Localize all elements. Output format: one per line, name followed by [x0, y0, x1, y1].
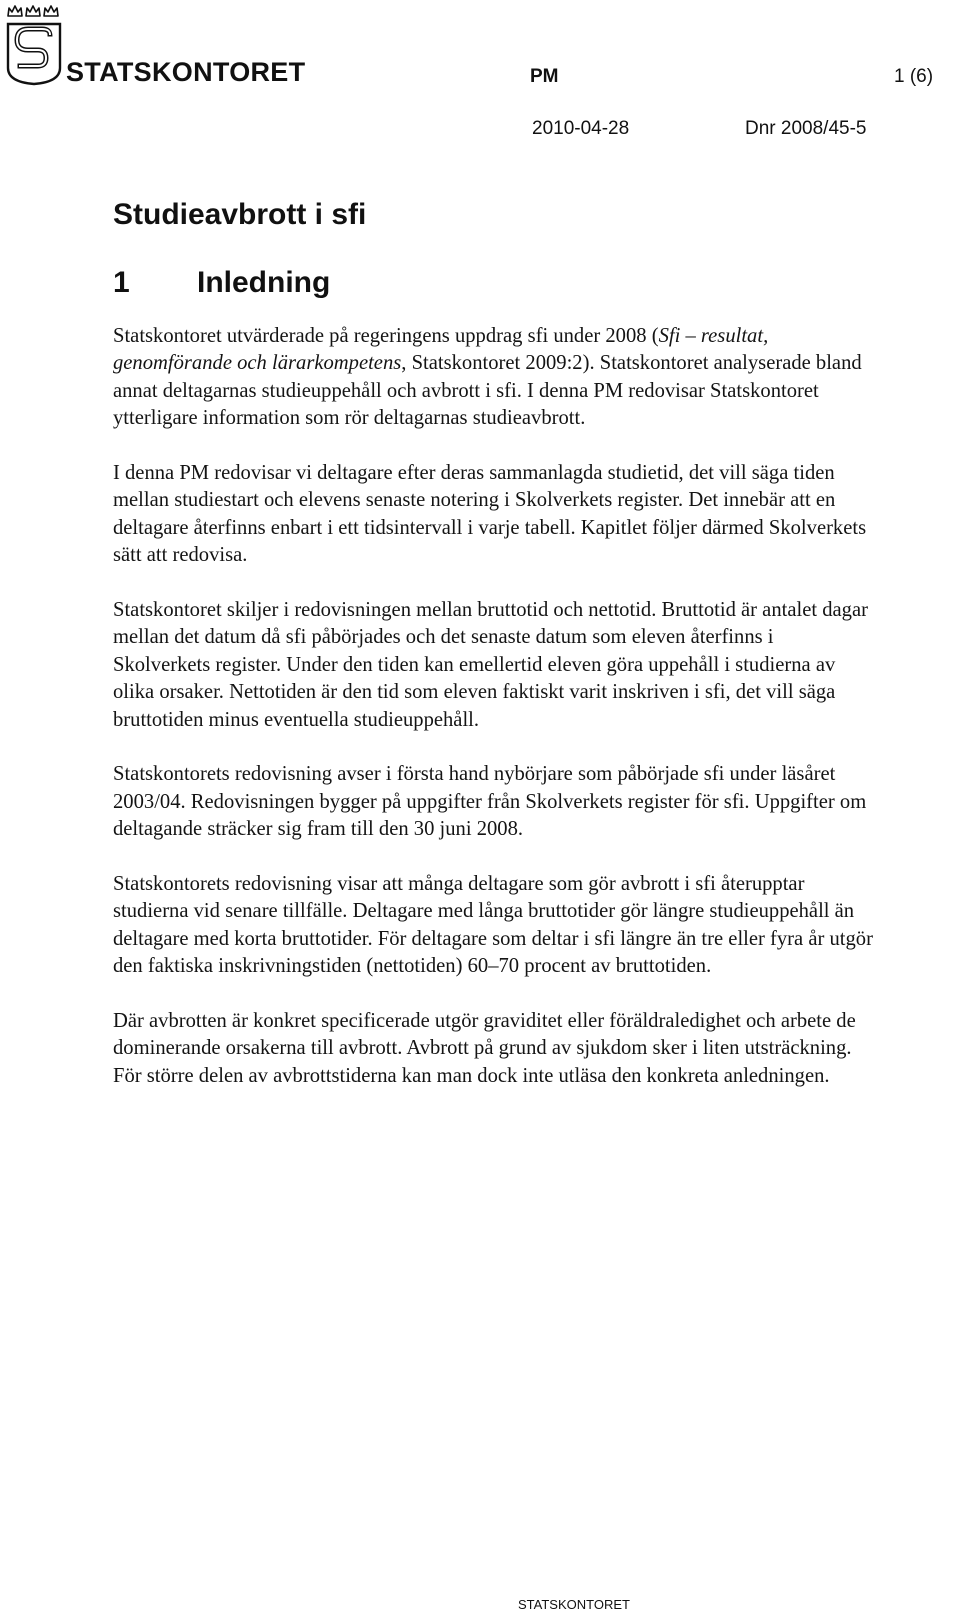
page-number-wrap — [894, 66, 957, 87]
crown-s-emblem-icon — [6, 2, 62, 86]
section-number: 1 — [113, 266, 130, 299]
document-date: 2010-04-28 — [532, 118, 630, 139]
logo-wordmark: STATSKONTORET — [66, 57, 306, 87]
paragraph-3: Statskontoret skiljer i redovisningen mellan bruttotid och nettotid. Bruttotid är antalet dagar mellan det datum då sfi påbörjades och det senaste datum som eleven återfinns i Skolverkets register. Under den tiden kan emellertid eleven göra uppehåll i studierna av olika orsaker. Nettotiden är den tid som eleven faktiskt varit inskriven i sfi, det vill säga bruttotiden minus eventuella studieuppehåll. — [113, 599, 868, 731]
report-title-citation: Sfi – resultat, genomförande och lärarkompetens — [113, 325, 769, 375]
paragraph-1-rest: , Statskontoret 2009:2). Statskontoret analyserade bland annat deltagarnas studieuppehåll och avbrott i sfi. I denna PM redovisar Statskontoret ytterligare information som rör deltagarnas studieavbrott. — [113, 352, 862, 430]
body-text — [113, 323, 873, 1118]
document-type: PM — [530, 66, 559, 87]
paragraph-1 — [113, 323, 873, 433]
statskontoret-logo — [6, 2, 316, 86]
page-number: 1 (6) — [894, 66, 934, 87]
document-reference-number: Dnr 2008/45-5 — [745, 118, 867, 139]
page-title: Studieavbrott i sfi — [113, 198, 367, 231]
section-heading — [113, 266, 330, 299]
paragraph-1-lead: Statskontoret utvärderade på regeringens uppdrag sfi under 2008 ( — [113, 325, 659, 347]
section-title: Inledning — [197, 266, 331, 299]
page-footer: STATSKONTORET — [518, 1597, 630, 1612]
paragraph-6: Där avbrotten är konkret specificerade utgör graviditet eller föräldraledighet och arbete de dominerande orsakerna till avbrott. Avbrott på grund av sjukdom sker i liten utsträckning. För större delen av avbrottstiderna kan man dock inte utläsa den konkreta anledningen. — [113, 1010, 856, 1087]
paragraph-2: I denna PM redovisar vi deltagare efter deras sammanlagda studietid, det vill säga tiden mellan studiestart och elevens senaste notering i Skolverkets register. Det innebär att en deltagare återfinns enbart i ett tidsintervall i varje tabell. Kapitlet följer därmed Skolverkets sätt att redovisa. — [113, 462, 867, 567]
paragraph-5: Statskontorets redovisning visar att många deltagare som gör avbrott i sfi återupptar studierna vid senare tillfälle. Deltagare med långa bruttotider gör längre studieuppehåll än deltagare med korta bruttotider. För deltagare som deltar i sfi längre än tre eller fyra år utgör den faktiska inskrivningstiden (nettotiden) 60–70 procent av bruttotiden. — [113, 873, 873, 978]
paragraph-4: Statskontorets redovisning avser i första hand nybörjare som påbörjade sfi under läsåret 2003/04. Redovisningen bygger på uppgifter från Skolverkets register för sfi. Uppgifter om deltagande sträcker sig fram till den 30 juni 2008. — [113, 763, 867, 841]
